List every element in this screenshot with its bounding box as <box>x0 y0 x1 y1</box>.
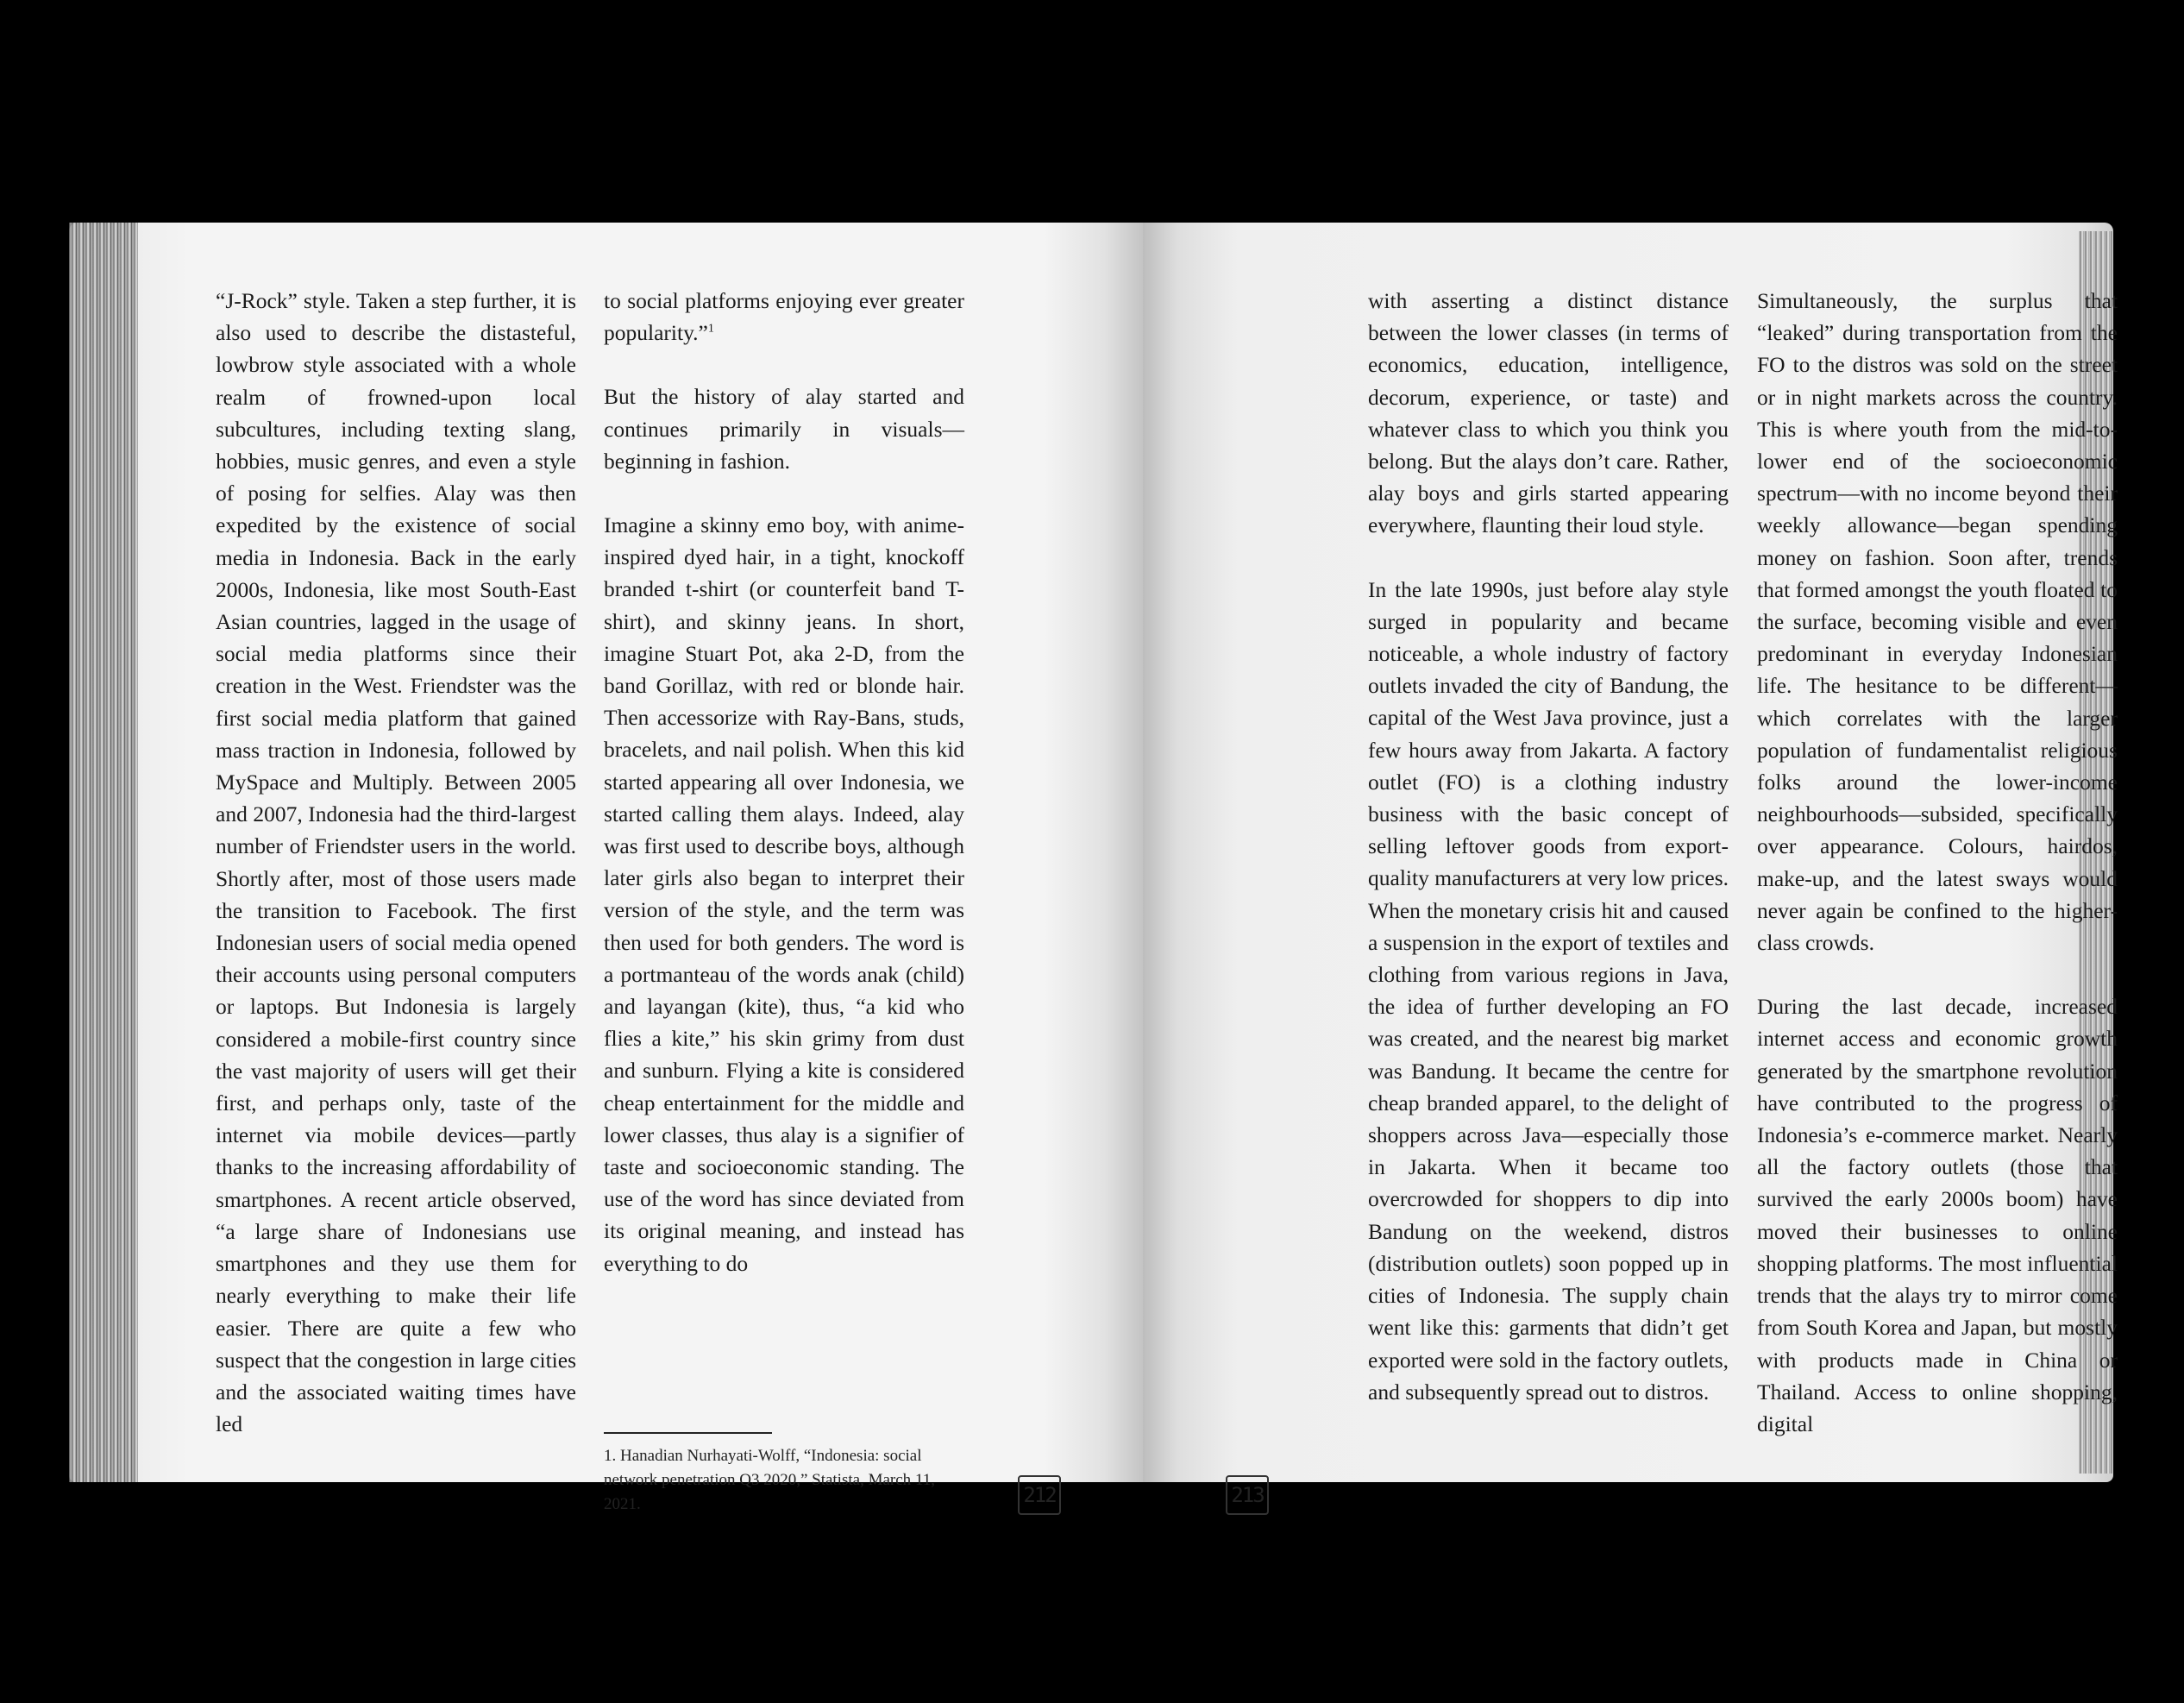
left-page-column-2 <box>604 285 964 1279</box>
paragraph-continued <box>604 285 964 349</box>
paragraph: “J-Rock” style. Taken a step further, it is also used to describe the distasteful, lowbrow style associated with a whole realm of frowned-upon local subcultures, including texting slang, hobbies, music genres, and even a style of posing for selfies. Alay was then expedited by the existence of social media in Indonesia. Back in the early 2000s, Indonesia, like most South-East Asian countries, lagged in the usage of social media platforms since their creation in the West. Friendster was the first social media platform that gained mass traction in Indonesia, followed by MySpace and Multiply. Between 2005 and 2007, Indonesia had the third-largest number of Friendster users in the world. Shortly after, most of those users made the transition to Facebook. The first Indonesian users of social media opened their accounts using personal computers or laptops. But Indonesia is largely considered a mobile-first country since the vast majority of users will get their first, and perhaps only, taste of the internet via mobile devices—partly thanks to the increasing affordability of smartphones. A recent article observed, “a large share of Indonesians use smartphones and they use them for nearly everything to make their life easier. There are quite a few who suspect that the congestion in large cities and the associated waiting times have led <box>216 288 576 1437</box>
page-edges-left <box>69 223 138 1482</box>
left-page <box>69 223 1143 1513</box>
footnote-divider <box>604 1432 772 1434</box>
right-page-column-1 <box>1368 285 1729 1408</box>
paragraph-text: to social platforms enjoying ever greater popularity.” <box>604 288 964 346</box>
paragraph: Simultaneously, the surplus that “leaked” during transportation from the FO to the distros was sold on the street or in night markets across the country. This is where youth from the mid-to-lower end of the socioeconomic spectrum—with no income beyond their weekly allowance—began spending money on fashion. Soon after, trends that formed amongst the youth floated to the surface, becoming visible and even predominant in everyday Indonesian life. The hesitance to be different—which correlates with the larger population of fundamentalist religious folks around the lower-income neighbourhoods—subsided, specifically over appearance. Colours, hairdos, make-up, and the latest sways would never again be confined to the higher-class crowds. <box>1757 288 2118 956</box>
paragraph: In the late 1990s, just before alay style surged in popularity and became noticeable, a whole industry of factory outlets invaded the city of Bandung, the capital of the West Java province, just a few hours away from Jakarta. A factory outlet (FO) is a clothing industry business with the basic concept of selling leftover goods from export-quality manufacturers at very low prices. When the monetary crisis hit and caused a suspension in the export of textiles and clothing from various regions in Java, the idea of further developing an FO was created, and the nearest big market was Bandung. It became the centre for cheap branded apparel, to the delight of shoppers across Java—especially those in Jakarta. When it became too overcrowded for shoppers to dip into Bandung on the weekend, distros (distribution outlets) soon popped up in cities of Indonesia. The supply chain went like this: garments that didn’t get exported were sold in the factory outlets, and subsequently spread out to distros. <box>1368 576 1729 1405</box>
right-page-column-2 <box>1757 285 2118 1440</box>
paragraph: During the last decade, increased internet access and economic growth generated by the smartphone revolution have contributed to the progress of Indonesia’s e-commerce market. Nearly all the factory outlets (those that survived the early 2000s boom) have moved their businesses to online shopping platforms. The most influential trends that the alays try to mirror come from South Korea and Japan, but mostly with products made in China or Thailand. Access to online shopping, digital <box>1757 994 2118 1436</box>
page-number-right: 213 <box>1226 1475 1269 1515</box>
page-number-left: 212 <box>1018 1475 1061 1515</box>
footnote: 1. Hanadian Nurhayati-Wolff, “Indonesia: social network penetration Q3 2020,” Statista, March 11, 2021. <box>604 1447 935 1513</box>
open-book <box>69 223 2118 1513</box>
paragraph: with asserting a distinct distance between the lower classes (in terms of economics, education, intelligence, decorum, experience, or taste) and whatever class to which you think you belong. But the alays don’t care. Rather, alay boys and girls started appearing everywhere, flaunting their loud style. <box>1368 288 1729 538</box>
left-page-column-1 <box>216 285 576 1440</box>
paragraph: But the history of alay started and continues primarily in visuals—beginning in fashion. <box>604 384 964 474</box>
paragraph: Imagine a skinny emo boy, with anime-inspired dyed hair, in a tight, knockoff branded t-shirt (or counterfeit band T-shirt), and skinny jeans. In short, imagine Stuart Pot, aka 2-D, from the band Gorillaz, with red or blonde hair. Then accessorize with Ray-Bans, studs, bracelets, and nail polish. When this kid started appearing all over Indonesia, we started calling them alays. Indeed, alay was first used to describe boys, although later girls also began to interpret their version of the style, and the term was then used for both genders. The word is a portmanteau of the words anak (child) and layangan (kite), thus, “a kid who flies a kite,” his skin grimy from dust and sunburn. Flying a kite is considered cheap entertainment for the middle and lower classes, thus alay is a signifier of taste and socioeconomic standing. The use of the word has since deviated from its original meaning, and instead has everything to do <box>604 512 964 1276</box>
footnote-marker: 1 <box>707 322 714 336</box>
right-page <box>1143 223 2118 1507</box>
